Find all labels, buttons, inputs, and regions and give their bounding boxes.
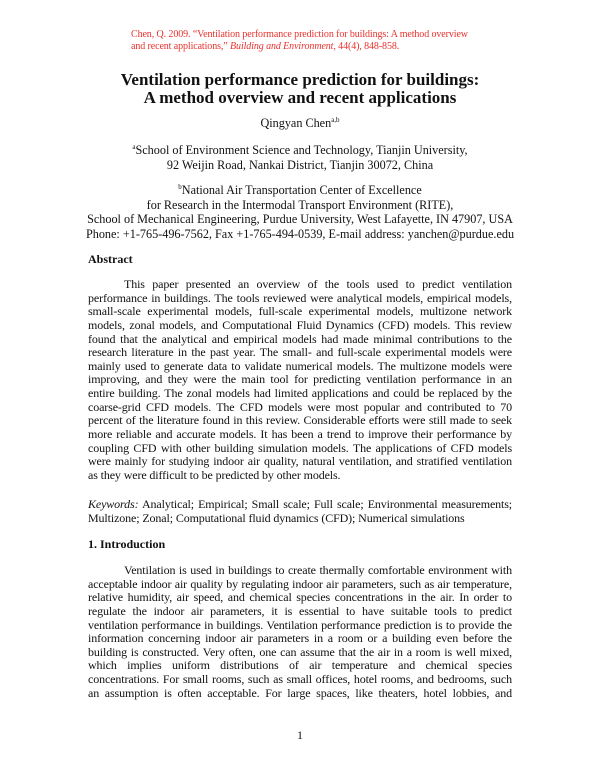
text-line: concentrations. For small rooms, such as small offices, hotel rooms, and bedrooms, such (88, 672, 512, 687)
title-line-2: A method overview and recent applications (143, 87, 457, 107)
keywords-line-2: Multizone; Zonal; Computational fluid dynamics (CFD); Numerical simulations (88, 510, 465, 525)
affiliation-a-line-1 (0, 143, 600, 158)
text-line: coarse-grid CFD models. The CFD models were most popular and contributed to 70 (88, 399, 512, 414)
text-line: Ventilation is used in buildings to create thermally comfortable environment with (124, 563, 512, 577)
text-line: which implies uniform distributions of air temperature and chemical species (88, 658, 512, 673)
text-line: found that the analytical and empirical models had made minimal contributions to the (88, 331, 512, 346)
author-sup: a,b (331, 116, 340, 124)
paper-title (0, 71, 600, 106)
affiliation-a-line-2: 92 Weijin Road, Nankai District, Tianjin 30072, China (166, 157, 434, 172)
keywords-text-1: Analytical; Empirical; Small scale; Full scale; Environmental measurements; (141, 497, 513, 511)
citation-volume: 44(4), 848-858. (338, 40, 400, 52)
title-line-1: Ventilation performance prediction for buildings: (120, 70, 480, 89)
keywords-label: Keywords: (88, 497, 139, 511)
text-line: improving, and they were the main tool for predicting ventilation performance in an (88, 372, 512, 387)
text-line: research literature in the past year. The small- and full-scale experimental models were (88, 345, 512, 360)
affiliation-a (0, 143, 600, 172)
citation-line-1: Chen, Q. 2009. “Ventilation performance prediction for buildings: A method overview (131, 29, 468, 40)
text-line: mainly used to generate data to validate numerical models. The multizone models were (88, 358, 512, 373)
introduction-heading: 1. Introduction (88, 537, 166, 551)
text-line: acceptable indoor air quality by regulating indoor air parameters, such as air temperature, (88, 576, 512, 591)
text-line: an assumption is often acceptable. For large spaces, like theaters, hotel lobbies, and (88, 685, 512, 700)
text-line: more reliable and accurate models. It has been a trend to improve their performance by (88, 427, 512, 442)
text-line: building is constructed. Very often, one can assume that the air in a room is well mixed, (88, 644, 512, 659)
text-line: were mainly for studying indoor air quality, natural ventilation, and stratified ventilation (88, 454, 512, 469)
affiliation-b-line-3: School of Mechanical Engineering, Purdue University, West Lafayette, IN 47907, USA (87, 212, 513, 227)
affiliation-b-line-1 (0, 183, 600, 198)
text-line: This paper presented an overview of the tools used to predict ventilation (124, 277, 512, 291)
keywords-line-1 (88, 498, 512, 512)
affiliation-b-sup: b (178, 183, 182, 191)
citation-note (131, 29, 468, 52)
text-line: entire building. The zonal models had limited applications and could be replaced by the (88, 386, 512, 401)
affiliation-b-line-2: for Research in the Intermodal Transport Environment (RITE), (146, 197, 454, 212)
text-line: information concerning indoor air parameters in a room or a building even before the (88, 631, 512, 646)
text-line: small-scale experimental models, full-scale experimental models, multizone network (88, 304, 512, 319)
text-line: as they were difficult to be predicted by other models. (88, 467, 341, 482)
author (0, 116, 600, 131)
affiliation-b-text: National Air Transportation Center of Excellence (181, 183, 422, 197)
text-line: coupling CFD with other building simulation models. The applications of CFD models (88, 440, 512, 455)
abstract-heading: Abstract (88, 252, 133, 266)
affiliation-b (0, 183, 600, 241)
affiliation-a-text: School of Environment Science and Technology, Tianjin University, (135, 143, 468, 157)
citation-text: and recent applications,” (131, 40, 228, 52)
affiliation-a-sup: a (132, 143, 136, 151)
text-line: regulate the indoor air parameters, it is essential to have suitable tools to predict (88, 603, 512, 618)
page-number: 1 (297, 728, 303, 742)
abstract-body (88, 278, 512, 483)
keywords (88, 498, 512, 525)
citation-line-2 (131, 41, 468, 53)
citation-journal: Building and Environment, (230, 40, 336, 52)
author-name: Qingyan Chen (260, 116, 332, 130)
text-line: ventilation performance in buildings. Ventilation performance prediction is to provide the (88, 617, 512, 632)
affiliation-b-line-4: Phone: +1-765-496-7562, Fax +1-765-494-0539, E-mail address: yanchen@purdue.edu (85, 226, 515, 241)
text-line: relative humidity, air speed, and chemical species concentrations in the air. In order to (88, 590, 512, 605)
text-line: percent of the literature found in this review. Considerable efforts were still made to seek (88, 413, 512, 428)
text-line: performance in buildings. The tools reviewed were analytical models, empirical models, (88, 290, 512, 305)
introduction-body (88, 564, 512, 700)
text-line: models, zonal models, and Computational Fluid Dynamics (CFD) models. This review (88, 317, 512, 332)
